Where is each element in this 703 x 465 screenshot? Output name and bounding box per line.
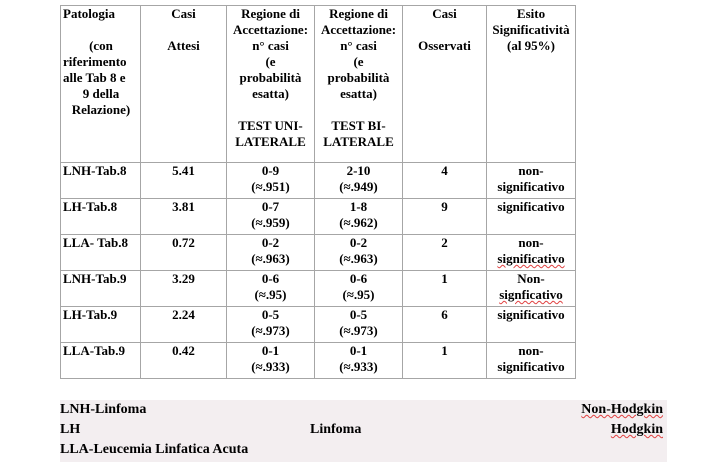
header-patologia: Patologia (con riferimento alle Tab 8 e 9 della Relazione) [61,6,141,163]
cell-osservati: 6 [403,307,487,343]
cell-uni: 0-5 (≈.973) [227,307,315,343]
table-row [61,271,576,307]
cell-uni: 0-1 (≈.933) [227,343,315,379]
cell-esito: Non- signficativo [487,271,576,307]
header-esito: Esito Significatività (al 95%) [487,6,576,163]
cell-osservati: 1 [403,271,487,307]
cell-bi: 1-8 (≈.962) [315,199,403,235]
cell-esito: non- significativo [487,163,576,199]
cell-bi: 0-5 (≈.973) [315,307,403,343]
cell-osservati: 4 [403,163,487,199]
cell-osservati: 1 [403,343,487,379]
header-uni: Regione di Accettazione: n° casi (e probabilità esatta) TEST UNI- LATERALE [227,6,315,163]
cell-patologia: LLA- Tab.8 [61,235,141,271]
cell-patologia: LNH-Tab.9 [61,271,141,307]
table-row [61,163,576,199]
header-bi: Regione di Accettazione: n° casi (e probabilità esatta) TEST BI- LATERALE [315,6,403,163]
cell-esito: significativo [487,307,576,343]
cell-uni: 0-7 (≈.959) [227,199,315,235]
legend-line-lnh: LNH-Linfoma Non-Hodgkin [60,402,663,417]
cell-osservati: 2 [403,235,487,271]
cell-uni: 0-6 (≈.95) [227,271,315,307]
cell-patologia: LNH-Tab.8 [61,163,141,199]
cell-attesi: 0.72 [141,235,227,271]
legend-line-lla: LLA-Leucemia Linfatica Acuta [60,442,249,457]
header-row [61,6,576,163]
header-casi-attesi: Casi Attesi [141,6,227,163]
cell-esito: non- significativo [487,235,576,271]
legend-line-lh: LH Linfoma Hodgkin [60,422,663,437]
cell-attesi: 3.29 [141,271,227,307]
cell-bi: 0-1 (≈.933) [315,343,403,379]
cell-bi: 0-6 (≈.95) [315,271,403,307]
statistics-table [60,5,576,379]
header-casi-osservati: Casi Osservati [403,6,487,163]
table-row [61,235,576,271]
table-row [61,199,576,235]
cell-esito: non- significativo [487,343,576,379]
cell-uni: 0-2 (≈.963) [227,235,315,271]
cell-bi: 2-10 (≈.949) [315,163,403,199]
table-row [61,343,576,379]
cell-esito: significativo [487,199,576,235]
cell-bi: 0-2 (≈.963) [315,235,403,271]
table-row [61,307,576,343]
abbreviation-legend [60,400,667,462]
cell-attesi: 5.41 [141,163,227,199]
cell-attesi: 2.24 [141,307,227,343]
cell-patologia: LLA-Tab.9 [61,343,141,379]
cell-attesi: 0.42 [141,343,227,379]
cell-uni: 0-9 (≈.951) [227,163,315,199]
cell-attesi: 3.81 [141,199,227,235]
cell-patologia: LH-Tab.8 [61,199,141,235]
cell-osservati: 9 [403,199,487,235]
cell-patologia: LH-Tab.9 [61,307,141,343]
